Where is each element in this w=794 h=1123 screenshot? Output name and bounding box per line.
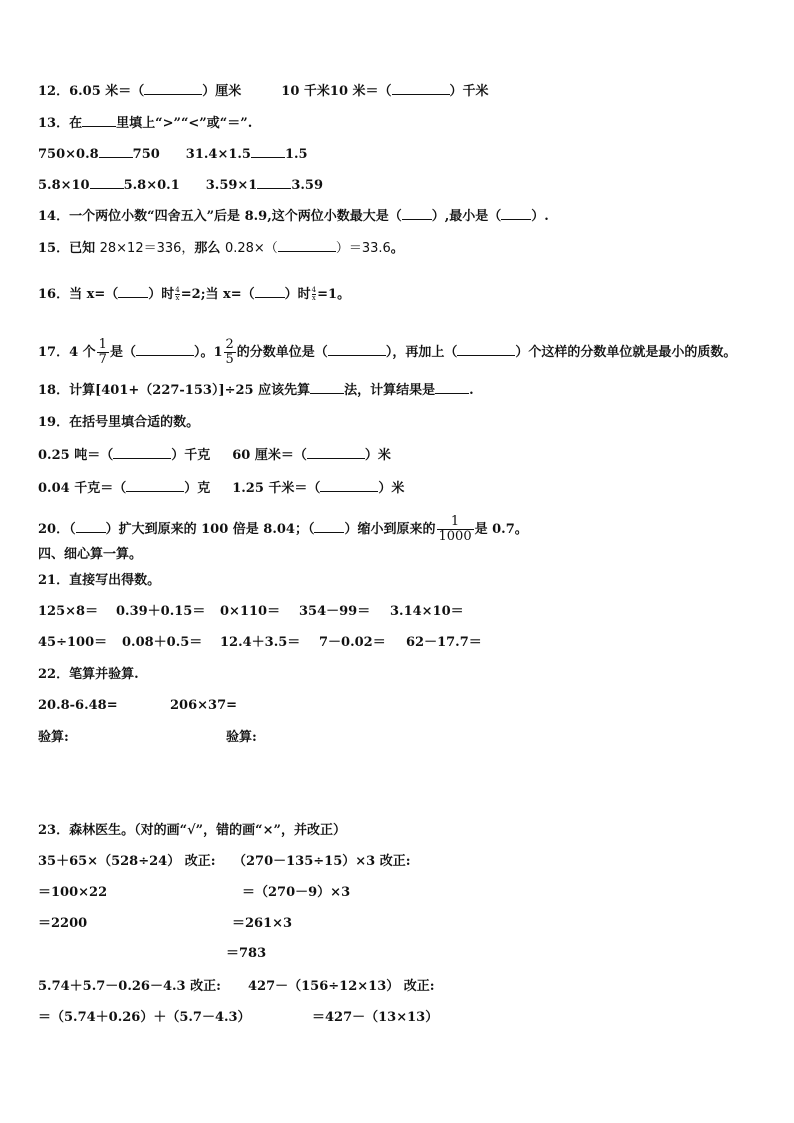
question-22-exprs: 20.8-6.48= 206×37= — [38, 698, 238, 713]
question-23-line-2: ＝100×22 ＝（270－9）×3 — [38, 885, 351, 900]
answer-blank[interactable] — [457, 344, 515, 356]
question-23-line-1: 35＋65×（528÷24） 改正: （270－135÷15）×3 改正: — [38, 854, 411, 869]
answer-blank[interactable] — [314, 521, 344, 533]
answer-blank[interactable] — [435, 382, 469, 394]
question-21-row-1: 125×8＝ 0.39＋0.15＝ 0×110＝ 354－99＝ 3.14×10＝ — [38, 604, 464, 619]
answer-blank[interactable] — [320, 480, 378, 492]
answer-blank[interactable] — [278, 240, 336, 252]
answer-blank[interactable] — [251, 146, 285, 158]
question-22-verify: 验算: 验算: — [38, 730, 257, 745]
fraction: $\frac{1}{1000}$ — [438, 514, 472, 544]
question-19-row-1: 0.25 吨＝（ ）千克 60 厘米＝（ ）米 — [38, 448, 391, 463]
answer-blank[interactable] — [76, 521, 106, 533]
fraction: $\frac{4}{x}$ — [311, 286, 317, 302]
answer-blank[interactable] — [144, 83, 202, 95]
answer-blank[interactable] — [126, 480, 184, 492]
question-16: 16．当 x=（ ）时 $\frac{4}{x}=2$;当 x=（ ）时 $\frac{4}{x}=1$。 — [38, 286, 351, 302]
question-23-line-4: ＝783 — [226, 946, 267, 961]
question-19-row-2: 0.04 千克＝（ ）克 1.25 千米＝（ ）米 — [38, 481, 405, 496]
question-13-title: 13．在 里填上“>”“<”或“＝”. — [38, 116, 253, 131]
question-19-title: 19．在括号里填合适的数。 — [38, 415, 200, 430]
question-21-title: 21．直接写出得数。 — [38, 573, 161, 588]
answer-blank[interactable] — [255, 286, 285, 298]
answer-blank[interactable] — [307, 447, 365, 459]
answer-blank[interactable] — [402, 208, 432, 220]
answer-blank[interactable] — [257, 177, 291, 189]
question-15: 15．已知 28×12＝336，那么 0.28×（ ）＝33.6。 — [38, 241, 404, 256]
section-heading: 四、细心算一算。 — [38, 547, 143, 562]
answer-blank[interactable] — [136, 344, 194, 356]
answer-blank[interactable] — [82, 115, 116, 127]
answer-blank[interactable] — [99, 146, 133, 158]
answer-blank[interactable] — [328, 344, 386, 356]
question-23-line-6: ＝（5.74＋0.26）＋（5.7－4.3） ＝427－（13×13） — [38, 1010, 439, 1025]
answer-blank[interactable] — [118, 286, 148, 298]
question-23-title: 23．森林医生。（对的画“√”，错的画“×”，并改正） — [38, 823, 346, 838]
question-21-row-2: 45÷100＝ 0.08＋0.5＝ 12.4＋3.5＝ 7－0.02＝ 62－17.7＝ — [38, 635, 482, 650]
answer-blank[interactable] — [90, 177, 124, 189]
question-12: 12．6.05 米＝（ ）厘米 10 千米10 米＝（ ）千米 — [38, 84, 489, 99]
question-23-line-5: 5.74＋5.7－0.26－4.3 改正: 427－（156÷12×13） 改正: — [38, 979, 435, 994]
answer-blank[interactable] — [501, 208, 531, 220]
fraction: $\frac{2}{5}$ — [225, 337, 234, 367]
answer-blank[interactable] — [392, 83, 450, 95]
question-17: 17．4 个 $\frac{1}{7}$ 是（ ）。1 $\frac{2}{5}$ 的分数单位是（ ），再加上（ ）个这样的分数单位就是最小的质数。 — [38, 337, 737, 367]
question-13-row-2: 5.8×10 5.8×0.1 3.59×1 3.59 — [38, 178, 324, 193]
answer-blank[interactable] — [113, 447, 171, 459]
fraction: $\frac{1}{7}$ — [98, 337, 107, 367]
question-22-title: 22．笔算并验算. — [38, 667, 139, 682]
question-20: 20．（ ）扩大到原来的 100 倍是 8.04；（ ）缩小到原来的 $\frac{1}{1000}$ 是 0.7。 — [38, 514, 528, 544]
question-18: 18．计算[401+（227-153）]÷25 应该先算 法，计算结果是 . — [38, 383, 474, 398]
fraction: $\frac{4}{x}$ — [175, 286, 180, 302]
question-14: 14．一个两位小数“四舍五入”后是 8.9,这个两位小数最大是（ ）,最小是（ ）. — [38, 209, 549, 224]
answer-blank[interactable] — [310, 382, 344, 394]
question-13-row-1: 750×0.8 750 31.4×1.5 1.5 — [38, 147, 308, 162]
question-23-line-3: ＝2200 ＝261×3 — [38, 916, 293, 931]
